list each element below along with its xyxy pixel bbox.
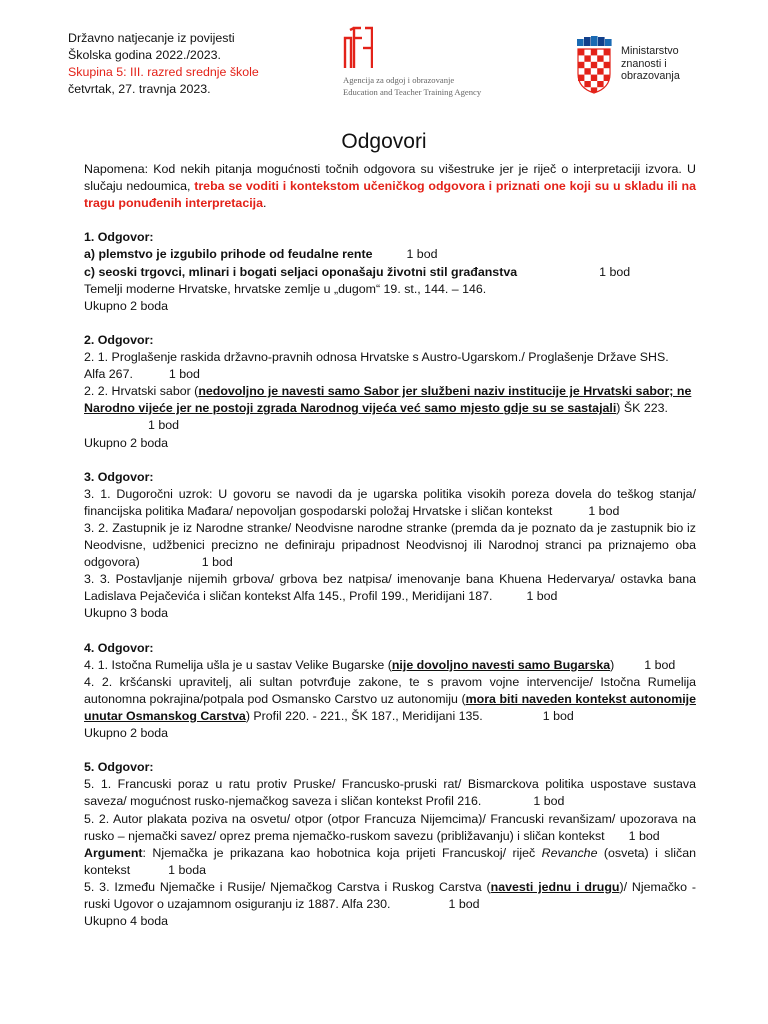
q5-item-2: 5. 2. Autor plakata poziva na osvetu/ otpor (otpor Francuza Nijemcima)/ Francuski revanšizam/ upozorava na rusko – njemački savez/ oprez prema njemačko-ruskom savezu (približavanju) i sličan kontekst 1 bod — [84, 811, 696, 843]
q3-item-2: 3. 2. Zastupnik je iz Narodne stranke/ Neodvisne narodne stranke (premda da je poznato da je zastupnik bio iz Neodvisne, udžbenici precizno ne definiraju pripadnost Neodvisnoj ili Narodnoj stranci pa priznajemo oba odgovora) 1 bod — [84, 520, 696, 570]
agency-logo-icon — [341, 24, 373, 69]
ministry-logo — [564, 28, 688, 108]
q2-heading: 2. Odgovor: — [84, 332, 154, 347]
ministry-name-line-3: obrazovanja — [621, 70, 680, 83]
school-year: Školska godina 2022./2023. — [68, 48, 221, 62]
exam-date: četvrtak, 27. travnja 2023. — [68, 82, 211, 96]
page-title: Odgovori — [341, 130, 427, 153]
q1-answer-c-points: 1 bod — [599, 264, 631, 279]
q1-source: Temelji moderne Hrvatske, hrvatske zemlje u „dugom“ 19. st., 144. – 146. — [84, 281, 487, 296]
q5-item-3: 5. 3. Između Njemačke i Rusije/ Njemačkog Carstva i Ruskog Carstva (navesti jednu i drugu)/ Njemačko - ruski Ugovor o uzajamnom osiguranju iz 1887. Alfa 230. 1 bod — [84, 879, 696, 912]
q3-item-3-points: 1 bod — [526, 589, 558, 604]
q2-item-1: 2. 1. Proglašenje raskida državno-pravnih odnosa Hrvatske s Austro-Ugarskom./ Proglašenje Države SHS. — [84, 350, 669, 365]
agency-name-hr: Agencija za odgoj i obrazovanje — [343, 75, 455, 85]
q5-item-3-emphasis: navesti jednu i drugu — [490, 879, 620, 894]
agency-logo — [336, 24, 486, 108]
note-emphasis: treba se voditi i kontekstom učeničkog odgovora i priznati one koji su u skladu ili na tragu ponuđenih interpretacija — [84, 179, 696, 211]
group-label: Skupina 5: III. razred srednje škole — [68, 65, 259, 79]
q5-argument: Argument: Njemačka je prikazana kao hobotnica koja prijeti Francuskoj/ riječ Revanche (osveta) i sličan kontekst 1 boda — [84, 845, 696, 877]
competition-name: Državno natjecanje iz povijesti — [68, 31, 235, 45]
q5-argument-term: Revanche — [541, 845, 598, 860]
q1-heading: 1. Odgovor: — [84, 230, 154, 245]
croatian-coat-of-arms-icon — [576, 36, 612, 94]
q2-total: Ukupno 2 boda — [84, 435, 169, 450]
q3-heading: 3. Odgovor: — [84, 469, 154, 484]
note-text: Napomena: Kod nekih pitanja mogućnosti točnih odgovora su višestruke jer je riječ o interpretaciji izvora. U slučaju nedoumica, — [84, 162, 696, 194]
q4-item-1-emphasis: nije dovoljno navesti samo Bugarska — [391, 657, 611, 672]
note-paragraph — [84, 161, 696, 212]
q5-item-1-points: 1 bod — [533, 794, 565, 809]
answers-body — [84, 161, 696, 930]
q4-total: Ukupno 2 boda — [84, 726, 169, 741]
q1-answer-c: c) seoski trgovci, mlinari i bogati seljaci oponašaju životni stil građanstva — [84, 264, 518, 279]
q4-item-1: 4. 1. Istočna Rumelija ušla je u sastav Velike Bugarske (nije dovoljno navesti samo Bugarska) 1 bod — [84, 657, 676, 672]
q5-item-1: 5. 1. Francuski poraz u ratu protiv Pruske/ Francusko-pruski rat/ Bismarckova politika uspostave sustava saveza/ mogućnost rusko-njemačkog saveza i sličan kontekst Profil 216. 1 bod — [84, 777, 696, 809]
q1-total: Ukupno 2 boda — [84, 298, 169, 313]
note-end: . — [263, 196, 267, 211]
q5-total: Ukupno 4 boda — [84, 914, 169, 929]
q3-item-1: 3. 1. Dugoročni uzrok: U govoru se navodi da je ugarska politika visokih poreza dovela do teškog stanja/ financijska politika Mađara/ nepovoljan gospodarski položaj Hrvatske i sličan kontekst 1 bod — [84, 486, 696, 518]
document-header — [0, 0, 768, 115]
ministry-name-line-2: znanosti i — [621, 57, 667, 70]
q3-total: Ukupno 3 boda — [84, 606, 169, 621]
q4-heading: 4. Odgovor: — [84, 640, 154, 655]
q1-answer-a-points: 1 bod — [406, 247, 438, 262]
q4-item-2-points: 1 bod — [542, 709, 574, 723]
q2-item-2-points: 1 bod — [148, 418, 180, 433]
q5-argument-label: Argument — [84, 845, 143, 860]
agency-name-en: Education and Teacher Training Agency — [343, 87, 482, 97]
q5-item-2-points: 1 bod — [628, 828, 660, 843]
q4-item-1-points: 1 bod — [644, 657, 676, 672]
q1-answer-a: a) plemstvo je izgubilo prihode od feudalne rente — [84, 247, 373, 262]
q3-item-1-points: 1 bod — [588, 503, 620, 518]
q2-item-2: 2. 2. Hrvatski sabor (nedovoljno je navesti samo Sabor jer službeni naziv institucije je Hrvatski sabor; ne Narodno vijeće jer ne postoji zgrada Narodnog vijeća već samo mjesto gdje su se sastajali) ŠK 223.1 bod — [84, 384, 692, 433]
q2-item-1-source: Alfa 267. — [84, 367, 133, 382]
q2-item-1-points: 1 bod — [168, 367, 200, 382]
q2-item-2-emphasis: nedovoljno je navesti samo Sabor jer službeni naziv institucije je Hrvatski sabor; ne Narodno vijeće jer ne postoji zgrada Narodnog vijeća već samo mjesto gdje su se sastajali — [84, 384, 692, 416]
q5-heading: 5. Odgovor: — [84, 760, 154, 775]
q5-item-3-points: 1 bod — [448, 897, 480, 912]
q5-argument-points: 1 boda — [168, 862, 207, 877]
q3-item-3: 3. 3. Postavljanje nijemih grbova/ grbova bez natpisa/ imenovanje bana Khuena Hedervarya/ ostavka bana Ladislava Pejačevića i sličan kontekst Alfa 145., Profil 199., Meridijani 187. 1 bod — [84, 572, 696, 604]
ministry-name — [621, 45, 680, 83]
q4-item-2: 4. 2. kršćanski upravitelj, ali sultan potvrđuje zakone, te s pravom vojne intervencije/ Istočna Rumelija autonomna pokrajina/potpala pod Osmansko Carstvo uz autonomiju (mora biti naveden kontekst autonomije unutar Osmanskog Carstva) Profil 220. - 221., ŠK 187., Meridijani 135. 1 bod — [84, 674, 696, 723]
competition-info — [68, 30, 259, 98]
ministry-name-line-1: Ministarstvo — [621, 45, 679, 57]
q4-item-2-emphasis: mora biti naveden kontekst autonomije unutar Osmanskog Carstva — [84, 691, 696, 723]
q3-item-2-points: 1 bod — [201, 555, 233, 570]
